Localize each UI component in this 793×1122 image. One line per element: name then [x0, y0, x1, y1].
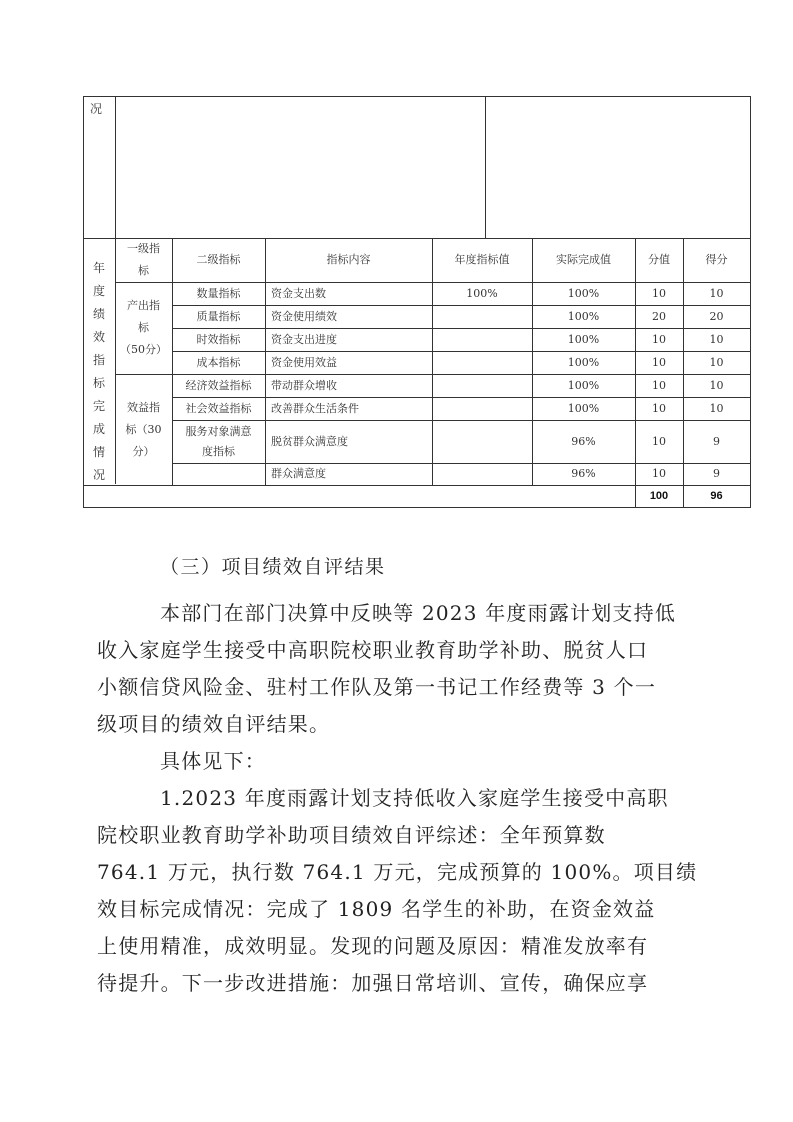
- cell-weight: 10: [652, 401, 666, 415]
- cell-actual: 100%: [567, 401, 600, 415]
- group-label-benefit: [115, 374, 172, 485]
- table-border: [485, 96, 486, 238]
- cell-score: 10: [709, 378, 724, 392]
- cell-content: 资金支出数: [271, 286, 326, 300]
- cell-annual-target: [432, 420, 532, 463]
- cell-weight: 10: [652, 286, 666, 300]
- paragraph-line: 级项目的绩效自评结果。: [97, 712, 331, 736]
- paragraph-line: 上使用精准，成效明显。发现的问题及原因：精准发放率有: [97, 934, 649, 958]
- cell-weight: 10: [652, 332, 666, 346]
- group-label-output: [115, 282, 172, 374]
- cell-score: 9: [713, 434, 720, 448]
- side-char: 年: [92, 261, 105, 275]
- header-score: 得分: [705, 253, 728, 266]
- cell-annual-target: [432, 397, 532, 420]
- cell-level2: [172, 420, 265, 463]
- cell-annual-target: 100%: [466, 286, 498, 300]
- cell-weight: 10: [652, 355, 666, 369]
- cell-level2: 社会效益指标: [185, 401, 252, 415]
- group-label-text: 产出指: [127, 299, 160, 312]
- table-border: [750, 96, 751, 508]
- header-annual-target: 年度指标值: [454, 253, 510, 266]
- cell-content: 带动群众增收: [271, 378, 337, 392]
- group-label-text: 标（30: [125, 422, 162, 436]
- cell-actual: 96%: [571, 434, 596, 448]
- group-label-text: 标: [138, 321, 149, 334]
- side-char: 成: [92, 422, 105, 436]
- cell-content: 脱贫群众满意度: [271, 434, 348, 448]
- cell-level2: 时效指标: [196, 332, 241, 346]
- cell-content: 资金使用绩效: [271, 309, 337, 323]
- cell-actual: 100%: [567, 309, 600, 323]
- cell-content: 群众满意度: [271, 467, 326, 480]
- side-char: 效: [92, 330, 105, 344]
- group-label-text: （50分）: [120, 343, 167, 356]
- side-char: 标: [92, 376, 105, 390]
- side-char: 情: [92, 445, 105, 459]
- top-section-label: 况: [90, 102, 103, 116]
- header-actual: 实际完成值: [556, 253, 611, 266]
- cell-weight: 10: [652, 434, 666, 448]
- cell-level2: 成本指标: [196, 355, 241, 369]
- paragraph-line: 1.2023 年度雨露计划支持低收入家庭学生接受中高职: [160, 786, 669, 810]
- cell-level2: 质量指标: [196, 309, 241, 323]
- cell-score: 20: [709, 309, 724, 323]
- side-char: 指: [92, 353, 105, 367]
- table-border: [83, 96, 751, 97]
- cell-level2-text: 服务对象满意: [185, 424, 252, 438]
- side-char: 绩: [92, 307, 105, 321]
- cell-actual: 100%: [567, 332, 600, 346]
- cell-score: 10: [709, 286, 724, 300]
- cell-score: 9: [713, 467, 720, 480]
- cell-annual-target: [432, 305, 532, 328]
- cell-actual: 100%: [567, 286, 600, 300]
- header-content: 指标内容: [326, 253, 371, 266]
- header-text: 标: [138, 264, 149, 277]
- table-border: [83, 507, 751, 508]
- cell-level2: 数量指标: [196, 286, 241, 300]
- side-char: 况: [92, 468, 105, 482]
- cell-actual: 100%: [567, 378, 600, 392]
- cell-score: 10: [709, 401, 724, 415]
- paragraph-line: 待提升。下一步改进措施：加强日常培训、宣传，确保应享: [97, 971, 649, 995]
- cell-level2: [172, 463, 265, 485]
- paragraph-line: 院校职业教育助学补助项目绩效自评综述：全年预算数: [97, 823, 606, 847]
- cell-level2-text: 度指标: [202, 444, 235, 458]
- cell-content: 资金支出进度: [271, 332, 337, 346]
- group-label-text: 效益指: [127, 400, 160, 414]
- total-weight: 100: [649, 490, 669, 502]
- cell-score: 10: [709, 355, 724, 369]
- cell-actual: 96%: [571, 467, 596, 480]
- cell-score: 10: [709, 332, 724, 346]
- paragraph-line: 小额信贷风险金、驻村工作队及第一书记工作经费等 3 个一: [97, 675, 657, 699]
- header-text: 一级指: [127, 242, 160, 255]
- header-level1: [115, 238, 172, 282]
- paragraph-line: 具体见下：: [160, 749, 266, 773]
- cell-content: 改善群众生活条件: [271, 401, 359, 415]
- cell-content: 资金使用效益: [271, 355, 337, 369]
- cell-annual-target: [432, 328, 532, 351]
- cell-level2: 经济效益指标: [185, 378, 252, 392]
- header-weight: 分值: [648, 253, 670, 266]
- side-char: 度: [92, 284, 105, 298]
- table-border: [83, 96, 84, 508]
- cell-weight: 10: [652, 467, 666, 480]
- paragraph-line: 764.1 万元，执行数 764.1 万元，完成预算的 100%。项目绩: [97, 860, 698, 884]
- cell-annual-target: [432, 374, 532, 397]
- side-char: 完: [92, 399, 105, 413]
- cell-annual-target: [432, 351, 532, 374]
- total-score: 96: [710, 490, 723, 502]
- cell-actual: 100%: [567, 355, 600, 369]
- cell-annual-target: [432, 463, 532, 485]
- section-heading: （三）项目绩效自评结果: [160, 556, 386, 578]
- group-label-text: 分）: [132, 444, 155, 458]
- paragraph-line: 效目标完成情况：完成了 1809 名学生的补助，在资金效益: [97, 897, 656, 921]
- cell-weight: 20: [652, 309, 666, 323]
- side-label: [89, 257, 109, 487]
- paragraph-line: 收入家庭学生接受中高职院校职业教育助学补助、脱贫人口: [97, 638, 649, 662]
- cell-weight: 10: [652, 378, 666, 392]
- paragraph-line: 本部门在部门决算中反映等 2023 年度雨露计划支持低: [160, 601, 677, 625]
- header-level2: 二级指标: [196, 253, 241, 266]
